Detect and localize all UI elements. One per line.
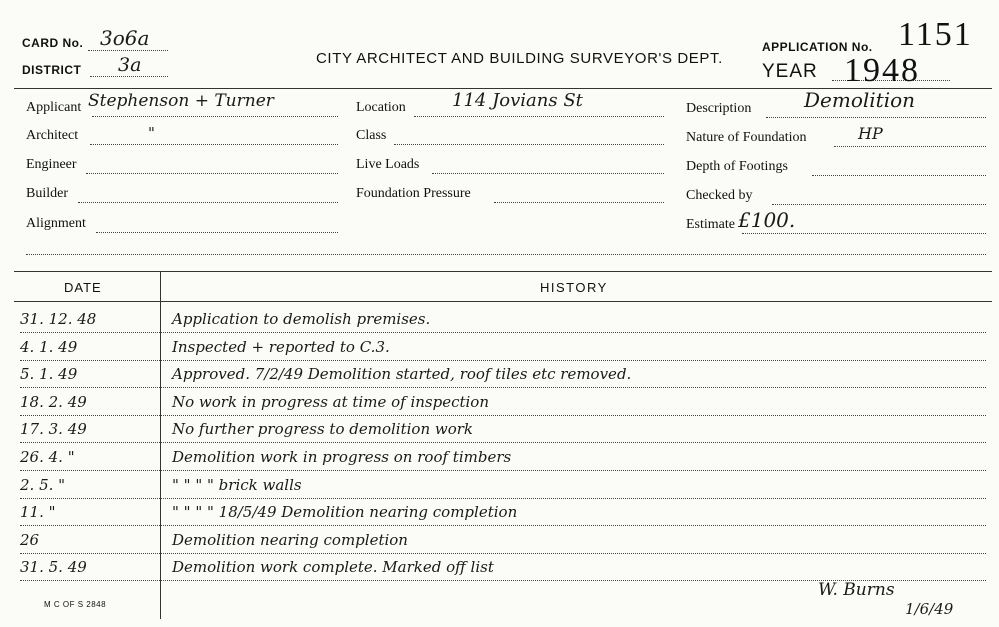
engineer-line [86,173,338,174]
estimate-label: Estimate [686,217,735,232]
history-row-date: 26 [20,531,40,549]
live-loads-label: Live Loads [356,157,420,172]
nature-of-foundation-label: Nature of Foundation [686,130,807,145]
history-row-entry: No further progress to demolition work [172,420,473,438]
history-row-line [20,332,986,333]
card-no-line [88,50,168,51]
history-row-date: 11. " [20,503,56,521]
history-row-line [20,553,986,554]
history-row-date: 5. 1. 49 [20,365,78,383]
foundation-pressure-label: Foundation Pressure [356,186,471,201]
history-row-line [20,360,986,361]
builder-line [78,202,338,203]
class-line [394,144,664,145]
application-number: 1151 [898,16,973,53]
foundation-pressure-line [494,202,664,203]
history-row-entry: " " " " brick walls [172,476,302,494]
date-header: DATE [64,280,102,295]
history-row-line [20,470,986,471]
class-label: Class [356,128,387,143]
history-row-line [20,525,986,526]
applicant-label: Applicant [26,100,82,115]
history-row-date: 31. 5. 49 [20,558,87,576]
card-no-value: 3o6a [100,26,150,50]
history-row-entry: " " " " 18/5/49 Demolition nearing completion [172,503,518,521]
location-value: 114 Jovians St [452,90,583,111]
history-row-date: 2. 5. " [20,476,66,494]
history-row-entry: No work in progress at time of inspection [172,393,489,411]
applicant-value: Stephenson + Turner [88,91,274,111]
description-line [766,117,986,118]
alignment-label: Alignment [26,216,86,231]
history-row-entry: Demolition nearing completion [172,531,408,549]
live-loads-line [432,173,664,174]
district-line [90,76,168,77]
history-row-entry: Approved. 7/2/49 Demolition started, roof tiles etc removed. [172,365,632,383]
nature-of-foundation-value: HP [858,124,883,143]
depth-of-footings-label: Depth of Footings [686,159,788,174]
history-row-line [20,442,986,443]
history-row-entry: Demolition work in progress on roof timbers [172,448,512,466]
location-label: Location [356,100,406,115]
department-title: CITY ARCHITECT AND BUILDING SURVEYOR'S DEPT. [316,50,723,67]
nature-of-foundation-line [834,146,986,147]
history-row-entry: Demolition work complete. Marked off list [172,558,494,576]
estimate-line [742,233,986,234]
district-value: 3a [118,54,142,76]
description-label: Description [686,101,752,116]
signature-date: 1/6/49 [905,600,954,618]
application-label: APPLICATION No. [762,40,873,54]
history-row-entry: Application to demolish premises. [172,310,431,328]
location-line [414,116,664,117]
description-value: Demolition [804,88,916,112]
builder-label: Builder [26,186,68,201]
architect-line [90,144,338,145]
history-header: HISTORY [540,280,608,295]
engineer-label: Engineer [26,157,77,172]
history-row-line [20,498,986,499]
history-row-line [20,387,986,388]
estimate-value: £100. [738,208,796,232]
year-value: 1948 [844,52,920,89]
year-label: YEAR [762,61,818,82]
architect-value: " [148,124,155,142]
card-no-label: CARD No. [22,36,84,50]
checked-by-label: Checked by [686,188,753,203]
architect-label: Architect [26,128,79,143]
history-row-date: 26. 4. " [20,448,75,466]
extra-field-line [26,254,986,255]
history-column-divider [160,271,161,619]
history-row-date: 18. 2. 49 [20,393,87,411]
history-row-line [20,415,986,416]
signature: W. Burns [818,580,895,600]
form-code: M C OF S 2848 [44,600,107,609]
depth-of-footings-line [812,175,986,176]
applicant-line [92,116,338,117]
checked-by-line [772,204,986,205]
district-label: DISTRICT [22,63,82,77]
history-row-entry: Inspected + reported to C.3. [172,338,390,356]
alignment-line [96,232,338,233]
history-row-date: 17. 3. 49 [20,420,87,438]
history-row-date: 4. 1. 49 [20,338,78,356]
history-row-date: 31. 12. 48 [20,310,97,328]
